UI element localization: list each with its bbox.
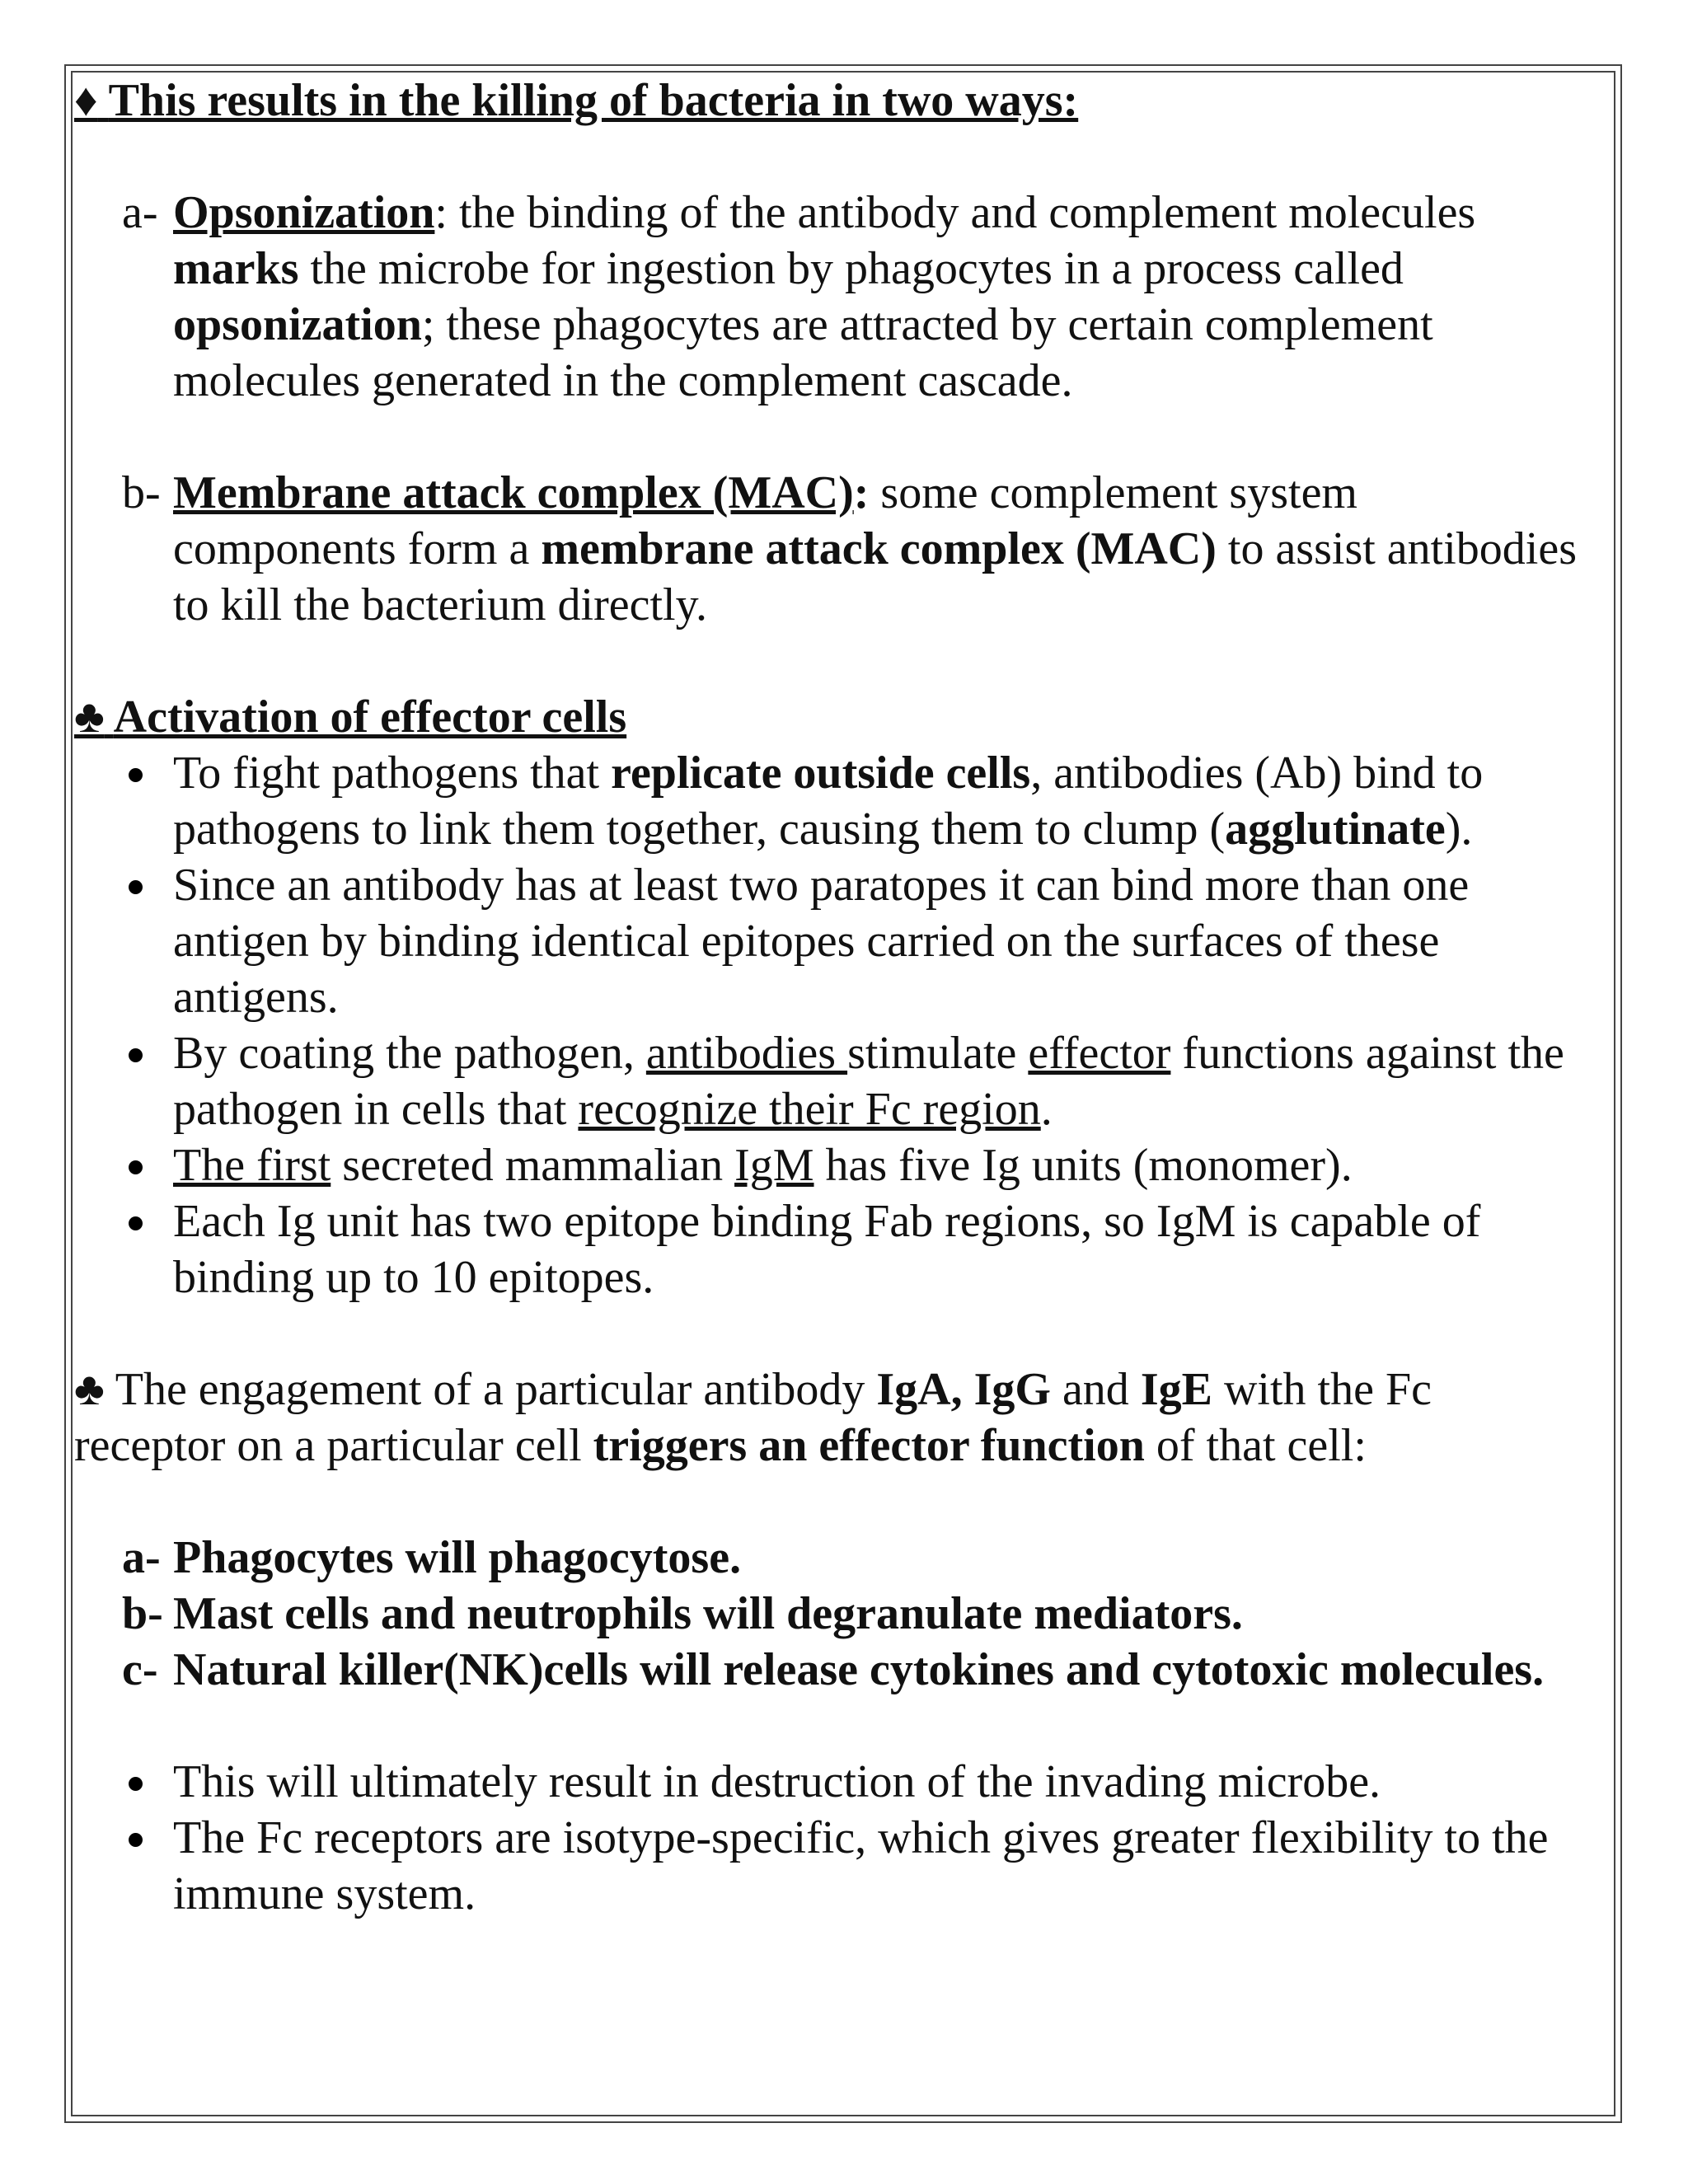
list-item: Each Ig unit has two epitope binding Fab regions, so IgM is capable of binding up to 10 epitopes. (74, 1193, 1624, 1305)
list-item: a- Phagocytes will phagocytose. (122, 1532, 742, 1583)
bullet-list-outcome (74, 1754, 1624, 1922)
list-item: c- Natural killer(NK)cells will release cytokines and cytotoxic molecules. (122, 1644, 1545, 1695)
item-marker: a- (122, 187, 158, 238)
item-text: Membrane attack complex (MAC): some complement system components form a membrane attack complex (MAC) to assist antibodies to kill the bacterium directly. (173, 467, 1577, 630)
list-item: By coating the pathogen, antibodies stimulate effector functions against the pathogen in cells that recognize their Fc region. (74, 1025, 1624, 1137)
bullet-icon (122, 1025, 173, 1137)
list-item-opsonization (74, 185, 1624, 409)
list-item: b- Mast cells and neutrophils will degranulate mediators. (122, 1588, 1243, 1639)
bullet-icon (122, 1754, 173, 1810)
bullet-list-effector (74, 745, 1624, 1305)
document-body (74, 73, 1624, 1922)
term-mac: Membrane attack complex (MAC) (173, 467, 854, 518)
bullet-icon (122, 1810, 173, 1922)
list-item: This will ultimately result in destruction of the invading microbe. (74, 1754, 1624, 1810)
effector-function-list (74, 1530, 1624, 1698)
section-heading-effector (74, 689, 1624, 745)
section-title: This results in the killing of bacteria in two ways: (108, 75, 1079, 126)
bullet-icon (122, 1193, 173, 1305)
list-item: Since an antibody has at least two paratopes it can bind more than one antigen by binding identical epitopes carried on the surfaces of these antigens. (74, 857, 1624, 1025)
term-opsonization: Opsonization (173, 187, 435, 238)
list-item: To fight pathogens that replicate outside cells, antibodies (Ab) bind to pathogens to link them together, causing them to clump (agglutinate). (74, 745, 1624, 857)
section-title: Activation of effector cells (113, 691, 627, 743)
paragraph-fc-engagement: ♣ The engagement of a particular antibody IgA, IgG and IgE with the Fc receptor on a particular cell triggers an effector function of that cell: (74, 1364, 1432, 1471)
item-text: Opsonization: the binding of the antibody and complement molecules marks the microbe for ingestion by phagocytes in a process called opsonization; these phagocytes are attracted by certain complement molecules generated in the complement cascade. (173, 187, 1476, 406)
item-marker: b- (122, 467, 161, 518)
bullet-icon (122, 1137, 173, 1193)
list-item: The first secreted mammalian IgM has five Ig units (monomer). (74, 1137, 1624, 1193)
club-icon: ♣ (74, 1364, 105, 1415)
diamond-icon: ♦ (74, 75, 98, 126)
club-icon: ♣ (74, 691, 105, 743)
bullet-icon (122, 857, 173, 1025)
section-heading-killing (74, 73, 1624, 129)
list-item-mac (74, 465, 1624, 633)
list-item: The Fc receptors are isotype-specific, which gives greater flexibility to the immune system. (74, 1810, 1624, 1922)
bullet-icon (122, 745, 173, 857)
